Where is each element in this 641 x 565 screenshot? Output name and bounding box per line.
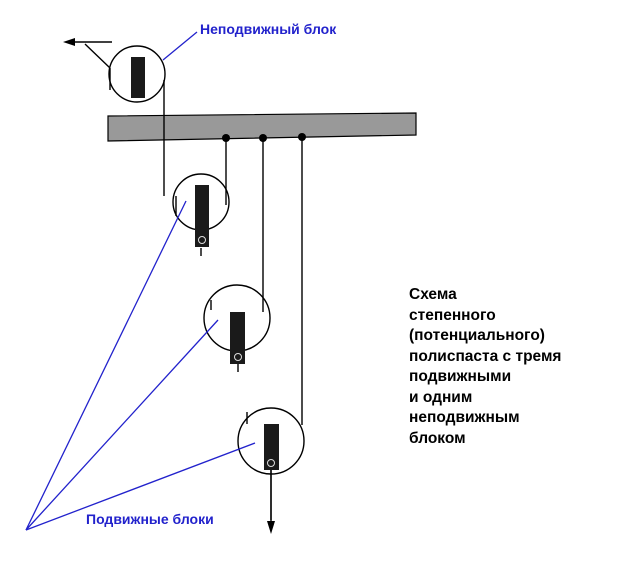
leader-lines-movable	[26, 201, 255, 530]
caption-line: подвижными	[409, 368, 512, 385]
leader-line-fixed	[163, 32, 197, 60]
diagram-caption	[409, 285, 624, 449]
fixed-pulley	[109, 46, 165, 102]
caption-line: полиспаста с тремя	[409, 347, 562, 365]
label-fixed-block: Неподвижный блок	[200, 21, 337, 37]
force-arrow-left	[63, 38, 112, 46]
caption-line: блоком	[409, 429, 466, 447]
caption-line: Схема	[409, 286, 457, 303]
caption-line: неподвижным	[409, 409, 520, 426]
load-arrow-down	[267, 470, 275, 534]
caption-line: (потенциального)	[409, 327, 545, 344]
caption-line: и одним	[409, 388, 473, 406]
movable-pulley-3	[238, 408, 304, 474]
caption-line: степенного	[409, 306, 496, 324]
label-movable-blocks: Подвижные блоки	[86, 511, 214, 527]
